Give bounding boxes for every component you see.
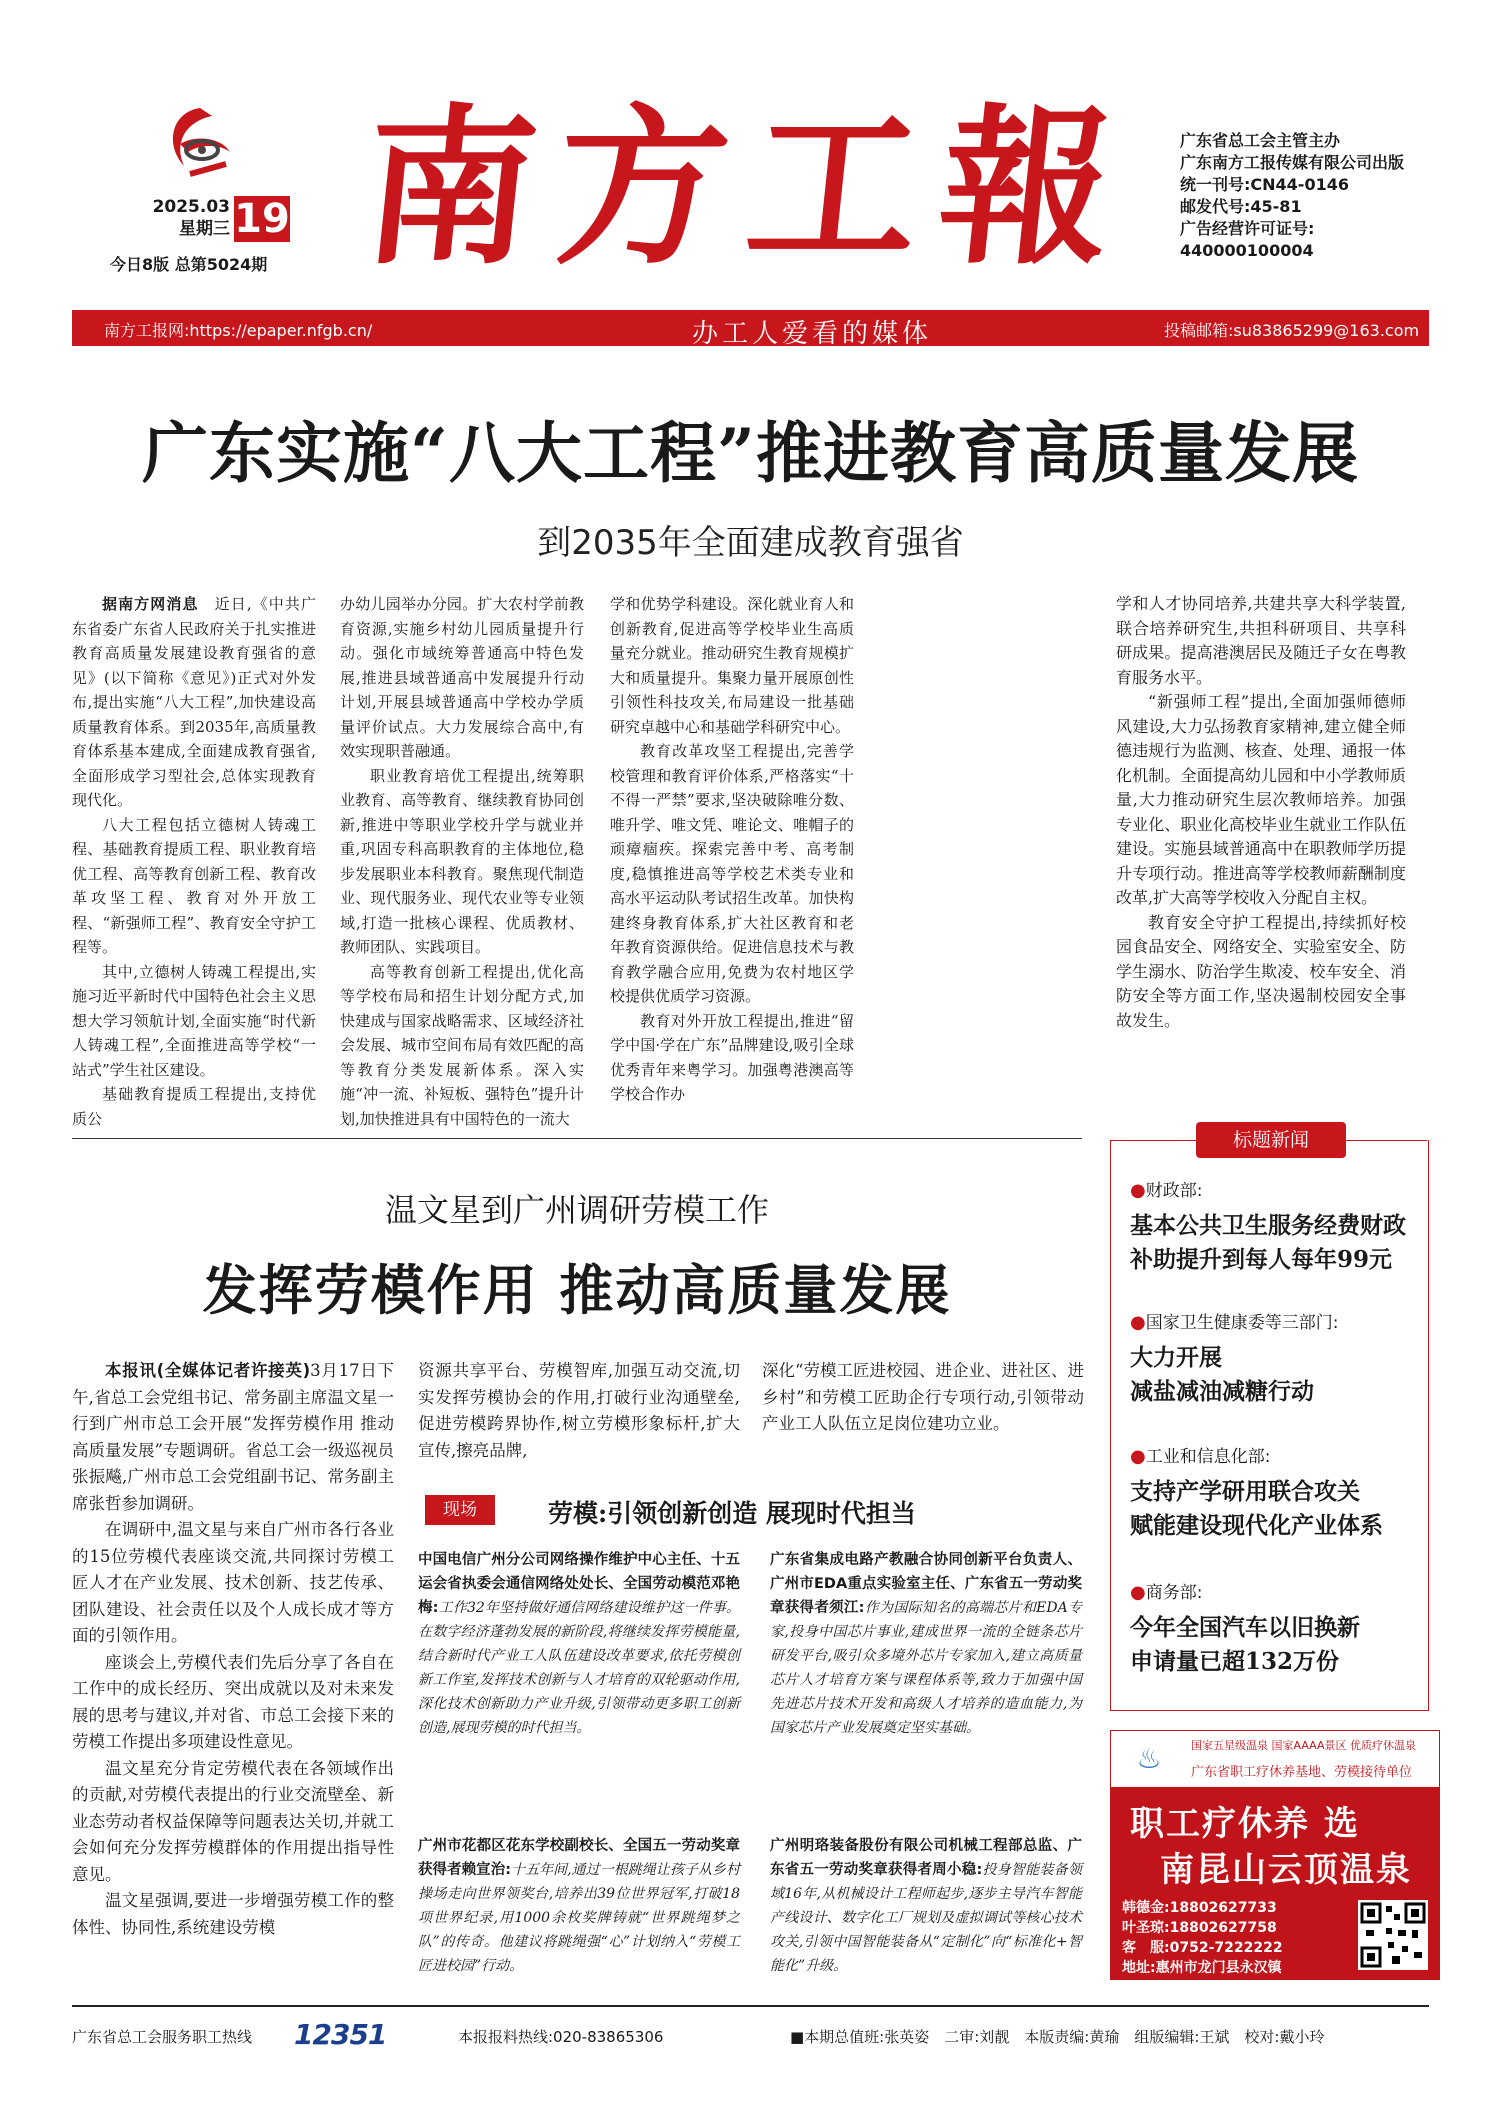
footer-rule	[72, 2005, 1429, 2007]
lead-column-3	[610, 592, 854, 1107]
news-title-line: 支持产学研用联合攻关	[1130, 1478, 1360, 1505]
lead-column-1	[72, 592, 316, 1131]
profile-name: 广东省集成电路产教融合协同创新平台负责人、广州市EDA重点实验室主任、广东省五一劳动奖章获得者须江:	[770, 1552, 1082, 1616]
paper-name: 南方工報	[354, 88, 1144, 288]
profile-text: 投身智能装备领域16年,从机械设计工程师起步,逐步主导汽车智能产线设计、数字化工厂规划及虚拟调试等核心技术攻关,引领中国智能装备从“定制化”向“标准化+智能化”升级。	[770, 1862, 1082, 1974]
profile-name: 广州市花都区花东学校副校长、全国五一劳动奖章获得者赖宣治:	[418, 1838, 740, 1878]
editorial-staff: ■本期总值班:张英姿 二审:刘靓 本版责编:黄瑜 组版编辑:王斌 校对:戴小玲	[790, 2028, 1325, 2046]
lead-headline: 广东实施“八大工程”推进教育高质量发展	[142, 414, 1359, 492]
date-weekday: 星期三	[179, 219, 230, 239]
scene-tag: 现场	[425, 1495, 495, 1525]
lead-paragraph: 基础教育提质工程提出,支持优质公	[72, 1085, 316, 1128]
lead-paragraph: “新强师工程”提出,全面加强师德师风建设,大力弘扬教育家精神,建立健全师德违规行为监测、核查、处理、通报一体化机制。全面提高幼儿园和中小学教师质量,大力推动研究生层次教师培养。加强专业化、职业化高校毕业生就业工作队伍建设。实施县域普通高中在职教师学历提升专项行动。推进高等学校教师薪酬制度改革,扩大高等学校收入分配自主权。	[1116, 692, 1406, 907]
second-paragraph: 资源共享平台、劳模智库,加强互动交流,切实发挥劳模协会的作用,打破行业沟通壁垒,促进劳模跨界协作,树立劳模形象标杆,扩大宣传,擦亮品牌,	[418, 1361, 740, 1460]
lead-paragraph: 教育安全守护工程提出,持续抓好校园食品安全、网络安全、实验室安全、防学生溺水、防治学生欺凌、校车安全、消防安全等方面工作,坚决遏制校园安全事故发生。	[1116, 912, 1406, 1030]
bullet-icon: ●	[1130, 1312, 1146, 1333]
lead-paragraph: 学和人才协同培养,共建共享大科学装置,联合培养研究生,共担科研项目、共享科研成果。提高港澳居民及随迁子女在粤教育服务水平。	[1116, 594, 1406, 687]
masthead-banner	[72, 310, 1429, 349]
page-footer	[72, 2020, 1429, 2050]
second-paragraph: 温文星充分肯定劳模代表在各领域作出的贡献,对劳模代表提出的行业交流壁垒、新业态劳动者权益保障等问题表达关切,并就工会如何充分发挥劳模群体的作用提出指导性意见。	[72, 1758, 394, 1884]
date-year-month: 2025.03	[152, 197, 230, 217]
qr-code-icon[interactable]	[1358, 1900, 1428, 1970]
lead-paragraph: 职业教育培优工程提出,统筹职业教育、高等教育、继续教育协同创新,推进中等职业学校升学与就业并重,巩固专科高职教育的主体地位,稳步发展职业本科教育。聚焦现代制造业、现代服务业、现代农业等专业领域,打造一批核心课程、优质教材、教师团队、实践项目。	[340, 766, 584, 956]
publisher-line: 广东省总工会主管主办	[1180, 131, 1341, 150]
news-title-line: 基本公共卫生服务经费财政	[1130, 1212, 1406, 1239]
slogan: 办工人爱看的媒体	[692, 319, 933, 349]
ad-tags: 国家五星级温泉 国家AAAA景区 优质疗休温泉	[1191, 1739, 1417, 1752]
resort-logo-icon: ♨	[1136, 1742, 1162, 1775]
lead-paragraph: 其中,立德树人铸魂工程提出,实施习近平新时代中国特色社会主义思想大学习领航计划,全面实施“时代新人铸魂工程”,全面推进高等学校“一站式”学生社区建设。	[72, 962, 316, 1079]
publisher-info	[1180, 130, 1404, 262]
profile-text: 十五年间,通过一根跳绳让孩子从乡村操场走向世界领奖台,培养出39位世界冠军,打破18项世界纪录,用1000余枚奖牌铸就“世界跳绳梦之队”的传奇。他建议将跳绳强“心”计划纳入“劳模工匠进校园”行动。	[418, 1862, 740, 1974]
bullet-icon: ●	[1130, 1180, 1146, 1201]
news-brief[interactable]	[1130, 1308, 1420, 1409]
news-brief[interactable]	[1130, 1176, 1420, 1277]
worker-profile	[418, 1834, 740, 1978]
lead-column-2	[340, 592, 584, 1131]
lead-column-4	[1116, 592, 1406, 1033]
ad-title-1: 职工疗休养 选	[1130, 1804, 1360, 1844]
news-title-line: 申请量已超132万份	[1130, 1648, 1340, 1675]
second-column-3	[762, 1358, 1084, 1438]
section-divider	[72, 1138, 1082, 1139]
paper-logo-icon	[160, 104, 240, 184]
website-link[interactable]: 南方工报网:https://epaper.nfgb.cn/	[104, 321, 373, 340]
submission-email[interactable]: 投稿邮箱:su83865299@163.com	[1164, 321, 1420, 340]
second-column-2	[418, 1358, 740, 1464]
second-dateline: 本报讯(全媒体记者许接英)	[105, 1361, 311, 1380]
news-brief[interactable]	[1130, 1578, 1420, 1679]
service-hotline-number[interactable]: 12351	[294, 2018, 387, 2051]
news-title-line: 赋能建设现代化产业体系	[1130, 1512, 1383, 1539]
publisher-line: 广东南方工报传媒有限公司出版	[1180, 153, 1405, 172]
date-day: 19	[234, 196, 290, 242]
worker-profile	[770, 1548, 1082, 1740]
scene-headline: 劳模:引领创新创造 展现时代担当	[548, 1499, 916, 1528]
worker-profile	[418, 1548, 740, 1740]
publisher-line: 440000100004	[1180, 241, 1314, 260]
second-column-1	[72, 1358, 394, 1941]
ad-contact-line: 韩德金:18802627733	[1122, 1900, 1277, 1916]
lead-paragraph: 教育对外开放工程提出,推进“留学中国·学在广东”品牌建设,吸引全球优秀青年来粤学习。加强粤港澳高等学校合作办	[610, 1011, 854, 1103]
second-paragraph: 3月17日下午,省总工会党组书记、常务副主席温文星一行到广州市总工会开展“发挥劳模作用 推动高质量发展”专题调研。省总工会一级巡视员张振飚,广州市总工会党组副书记、常务副主席张哲参加调研。	[72, 1361, 394, 1513]
headline-news-tag: 标题新闻	[1196, 1122, 1346, 1158]
second-paragraph: 座谈会上,劳模代表们先后分享了各自在工作中的成长经历、突出成就以及对未来发展的思考与建议,并对省、市总工会接下来的劳模工作提出多项建设性意见。	[72, 1652, 394, 1751]
second-paragraph: 深化“劳模工匠进校园、进企业、进社区、进乡村”和劳模工匠助企行专项行动,引领带动产业工人队伍立足岗位建功立业。	[762, 1361, 1084, 1433]
second-paragraph: 在调研中,温文星与来自广州市各行各业的15位劳模代表座谈交流,共同探讨劳模工匠人才在产业发展、技术创新、技艺传承、团队建设、社会责任以及个人成长成才等方面的引领作用。	[72, 1520, 394, 1645]
ad-header	[1110, 1730, 1440, 1788]
news-source: 国家卫生健康委等三部门:	[1145, 1313, 1339, 1333]
second-paragraph: 温文星强调,要进一步增强劳模工作的整体性、协同性,系统建设劳模	[72, 1891, 394, 1937]
news-source: 财政部:	[1145, 1181, 1203, 1201]
news-source: 工业和信息化部:	[1145, 1447, 1271, 1467]
ad-unit: 广东省职工疗休养基地、劳模接待单位	[1191, 1765, 1413, 1780]
lead-paragraph: 办幼儿园举办分园。扩大农村学前教育资源,实施乡村幼儿园质量提升行动。强化市域统筹普通高中特色发展,推进县域普通高中发展提升行动计划,开展县域普通高中学校办学质量评价试点。大力发展综合高中,有效实现职普融通。	[340, 595, 584, 760]
issue-info: 今日8版 总第5024期	[110, 255, 268, 274]
service-hotline-label: 广东省总工会服务职工热线	[72, 2028, 253, 2046]
profile-text: 工作32年坚持做好通信网络建设维护这一件事。在数字经济蓬勃发展的新阶段,将继续发挥劳模能量,结合新时代产业工人队伍建设改革要求,依托劳模创新工作室,发挥技术创新与人才培育的双轮驱动作用,深化技术创新助力产业升级,引领带动更多职工创新创造,展现劳模的时代担当。	[418, 1600, 740, 1736]
news-brief[interactable]	[1130, 1442, 1420, 1543]
lead-paragraph: 高等教育创新工程提出,优化高等学校布局和招生计划分配方式,加快建成与国家战略需求、区域经济社会发展、城市空间布局有效匹配的高等教育分类发展新体系。深入实施“冲一流、补短板、强特色”提升计划,加快推进具有中国特色的一流大	[340, 962, 584, 1128]
bullet-icon: ●	[1130, 1446, 1146, 1467]
news-hotline[interactable]: 本报报料热线:020-83865306	[458, 2028, 664, 2046]
lead-paragraph: 八大工程包括立德树人铸魂工程、基础教育提质工程、职业教育培优工程、高等教育创新工程、教育改革攻坚工程、教育对外开放工程、“新强师工程”、教育安全守护工程等。	[72, 815, 316, 956]
publisher-line: 统一刊号:CN44-0146	[1180, 175, 1349, 194]
publisher-line: 广告经营许可证号:	[1180, 219, 1315, 238]
second-kicker: 温文星到广州调研劳模工作	[384, 1191, 769, 1229]
lead-subheadline: 到2035年全面建成教育强省	[537, 523, 964, 563]
ad-contacts	[1122, 1898, 1283, 1978]
news-title-line: 大力开展	[1130, 1344, 1222, 1371]
profile-name: 广州明珞装备股份有限公司机械工程部总监、广东省五一劳动奖章获得者周小稳:	[770, 1838, 1082, 1878]
ad-contact-line: 叶圣琼:18802627758	[1122, 1920, 1277, 1936]
lead-dateline: 据南方网消息	[102, 595, 199, 613]
publisher-line: 邮发代号:45-81	[1180, 197, 1302, 216]
lead-paragraph: 近日,《中共广东省委广东省人民政府关于扎实推进教育高质量发展建设教育强省的意见》(以下简称《意见》)正式对外发布,提出实施“八大工程”,加快建设高质量教育体系。到2035年,高质量教育体系基本建成,全面建成教育强省,全面形成学习型社会,总体实现教育现代化。	[72, 595, 316, 809]
bullet-icon: ●	[1130, 1582, 1146, 1603]
ad-title-2: 南昆山云顶温泉	[1160, 1850, 1412, 1890]
news-title-line: 今年全国汽车以旧换新	[1130, 1614, 1360, 1641]
second-headline: 发挥劳模作用 推动高质量发展	[202, 1258, 952, 1322]
news-title-line: 减盐减油减糖行动	[1130, 1378, 1314, 1405]
profile-name: 中国电信广州分公司网络操作维护中心主任、十五运会省执委会通信网络处处长、全国劳动模范邓艳梅:	[418, 1552, 740, 1616]
news-source: 商务部:	[1145, 1583, 1203, 1603]
lead-paragraph: 学和优势学科建设。深化就业育人和创新教育,促进高等学校毕业生高质量充分就业。推动研究生教育规模扩大和质量提升。集聚力量开展原创性引领性科技攻关,布局建设一批基础研究卓越中心和基础学科研究中心。	[610, 595, 854, 736]
ad-contact-line: 地址:惠州市龙门县永汉镇	[1122, 1960, 1282, 1976]
hot-spring-advertisement[interactable]	[1110, 1730, 1440, 1980]
worker-profile	[770, 1834, 1082, 1978]
news-title-line: 补助提升到每人每年99元	[1130, 1246, 1393, 1273]
ad-contact-line: 客 服:0752-7222222	[1122, 1940, 1283, 1956]
lead-paragraph: 教育改革攻坚工程提出,完善学校管理和教育评价体系,严格落实“十不得一严禁”要求,坚决破除唯分数、唯升学、唯文凭、唯论文、唯帽子的顽瘴痼疾。探索完善中考、高考制度,稳慎推进高等学校艺术类专业和高水平运动队考试招生改革。加快构建终身教育体系,扩大社区教育和老年教育资源供给。促进信息技术与教育教学融合应用,免费为农村地区学校提供优质学习资源。	[610, 742, 854, 1005]
profile-text: 作为国际知名的高端芯片和EDA专家,投身中国芯片事业,建成世界一流的全链条芯片研发平台,吸引众多境外芯片专家加入,建立高质量芯片人才培育方案与课程体系等,致力于加强中国先进芯片技术开发和高级人才培养的造血能力,为国家芯片产业发展奠定坚实基础。	[770, 1600, 1082, 1736]
